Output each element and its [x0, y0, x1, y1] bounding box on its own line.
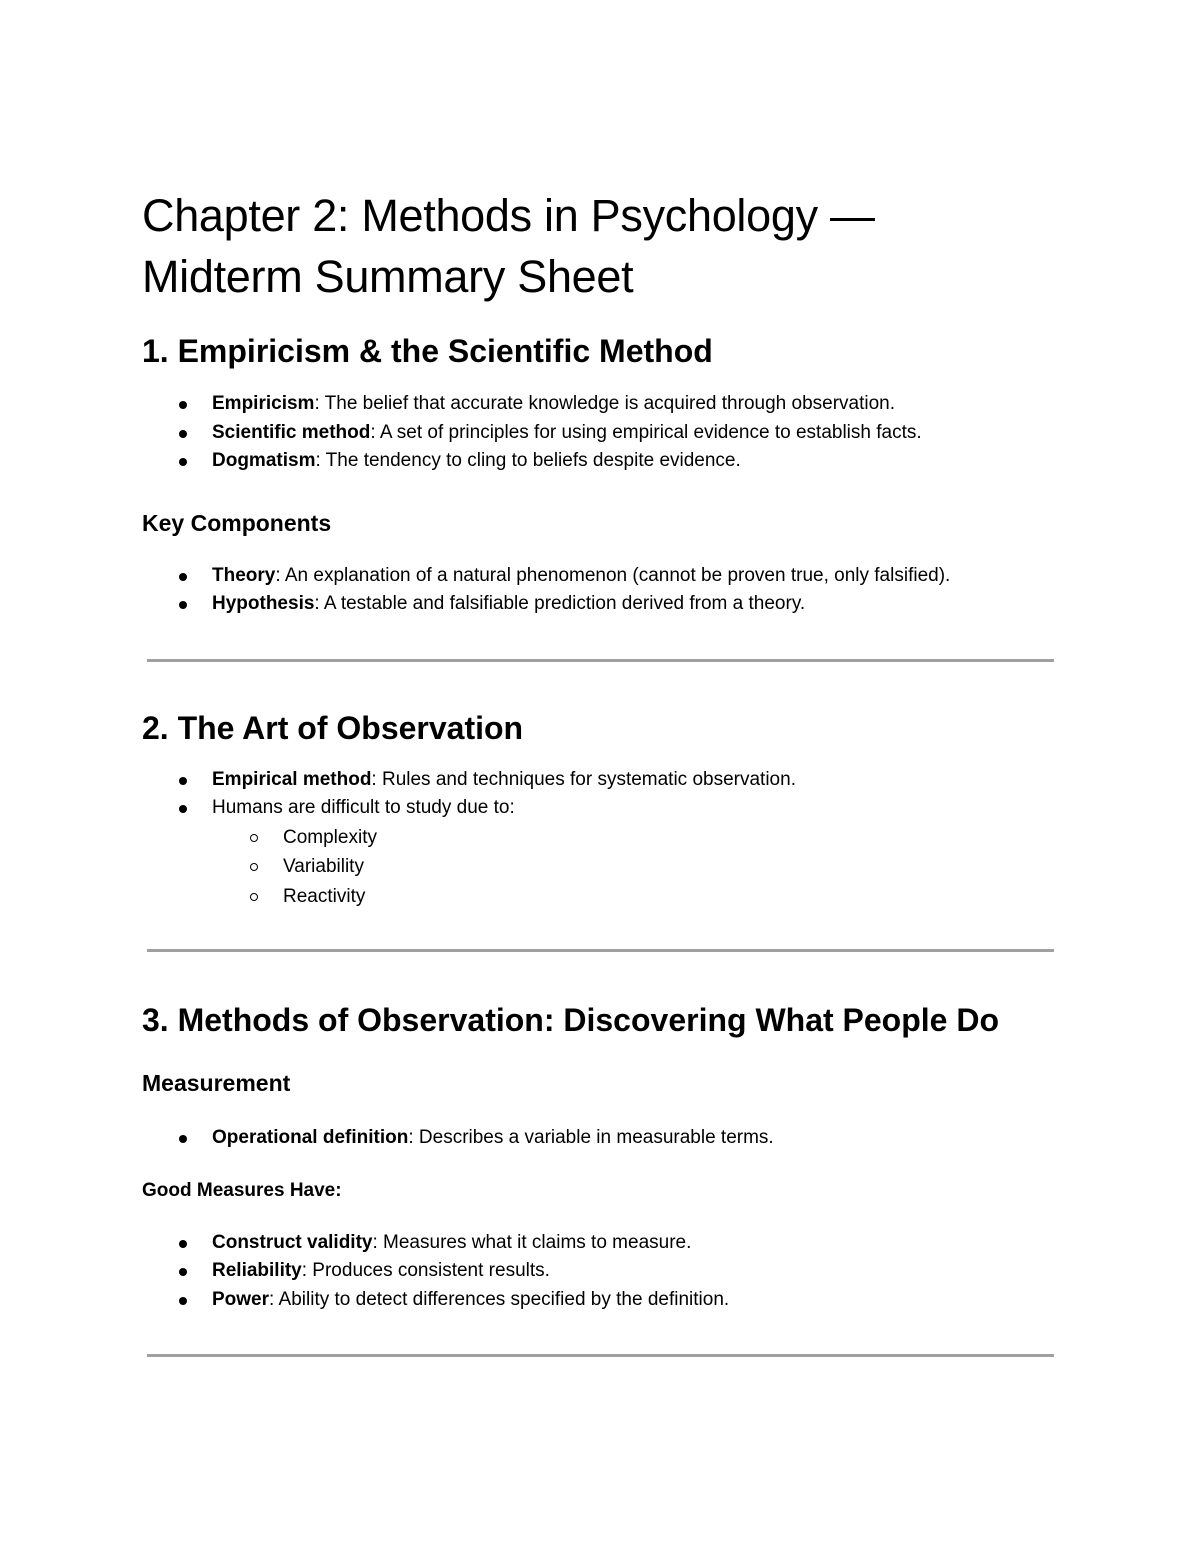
- list-item: [142, 1257, 1057, 1286]
- title-line-2: Midterm Summary Sheet: [142, 251, 634, 302]
- list-item: [142, 390, 1057, 419]
- definition: : Describes a variable in measurable terms.: [408, 1127, 774, 1148]
- list-item: [142, 766, 1057, 795]
- term: Operational definition: [212, 1127, 409, 1148]
- circle-bullet-icon: [250, 893, 258, 901]
- definition: : The tendency to cling to beliefs despite evidence.: [315, 450, 741, 471]
- term: Theory: [212, 564, 276, 586]
- horizontal-divider: [147, 949, 1054, 952]
- term: Dogmatism: [212, 450, 316, 471]
- term: Empirical method: [212, 768, 372, 790]
- bullet-icon: [179, 1297, 187, 1305]
- key-components-list: [142, 562, 1057, 619]
- bullet-icon: [179, 1135, 187, 1143]
- bullet-icon: [179, 458, 187, 466]
- nested-text: Complexity: [283, 826, 377, 848]
- title-line-1: Chapter 2: Methods in Psychology —: [142, 190, 875, 241]
- term: Scientific method: [212, 421, 371, 443]
- list-text: Humans are difficult to study due to:: [212, 797, 515, 818]
- measurement-list: [142, 1124, 1057, 1153]
- list-item: [142, 419, 1057, 448]
- bullet-icon: [179, 805, 187, 813]
- definition: : Measures what it claims to measure.: [372, 1231, 692, 1253]
- section-heading-observation: 2. The Art of Observation: [142, 709, 524, 746]
- nested-list-item: [142, 852, 1057, 882]
- definition: : An explanation of a natural phenomenon (cannot be proven true, only falsified).: [275, 564, 951, 586]
- section-heading-empiricism: 1. Empiricism & the Scientific Method: [142, 333, 713, 369]
- term: Hypothesis: [212, 593, 315, 614]
- list-item: [142, 1124, 1057, 1153]
- document-title: [142, 185, 1057, 307]
- definition: : Produces consistent results.: [301, 1260, 550, 1281]
- list-item: [142, 794, 1057, 911]
- empiricism-list: [142, 390, 1057, 476]
- bullet-icon: [179, 430, 187, 438]
- bullet-icon: [179, 1268, 187, 1276]
- definition: : The belief that accurate knowledge is acquired through observation.: [314, 393, 896, 414]
- list-item: [142, 447, 1057, 476]
- circle-bullet-icon: [250, 834, 258, 842]
- bullet-icon: [179, 777, 187, 785]
- subheading-key-components: Key Components: [142, 509, 332, 536]
- nested-text: Reactivity: [283, 885, 366, 907]
- definition: : A testable and falsifiable prediction derived from a theory.: [314, 593, 806, 614]
- section-heading-methods: 3. Methods of Observation: Discovering What People Do: [142, 1002, 999, 1038]
- term: Power: [212, 1288, 270, 1310]
- bullet-icon: [179, 601, 187, 609]
- definition: : Rules and techniques for systematic observation.: [371, 768, 796, 790]
- horizontal-divider: [147, 659, 1054, 662]
- subheading-good-measures: Good Measures Have:: [142, 1179, 342, 1201]
- list-item: [142, 590, 1057, 619]
- subheading-measurement: Measurement: [142, 1070, 291, 1096]
- term: Reliability: [212, 1260, 302, 1281]
- term: Empiricism: [212, 393, 315, 414]
- observation-list: [142, 766, 1057, 912]
- bullet-icon: [179, 401, 187, 409]
- nested-text: Variability: [283, 856, 364, 877]
- list-item: [142, 1229, 1057, 1258]
- nested-list-item: [142, 882, 1057, 912]
- definition: : A set of principles for using empirical evidence to establish facts.: [370, 421, 922, 443]
- term: Construct validity: [212, 1231, 373, 1253]
- list-item: [142, 1286, 1057, 1315]
- circle-bullet-icon: [250, 863, 258, 871]
- horizontal-divider: [147, 1354, 1054, 1357]
- definition: : Ability to detect differences specified by the definition.: [269, 1288, 730, 1310]
- good-measures-list: [142, 1229, 1057, 1315]
- bullet-icon: [179, 573, 187, 581]
- list-item: [142, 562, 1057, 591]
- nested-list-item: [142, 823, 1057, 853]
- document-body: [142, 185, 1057, 1357]
- nested-list: [212, 823, 1057, 912]
- bullet-icon: [179, 1240, 187, 1248]
